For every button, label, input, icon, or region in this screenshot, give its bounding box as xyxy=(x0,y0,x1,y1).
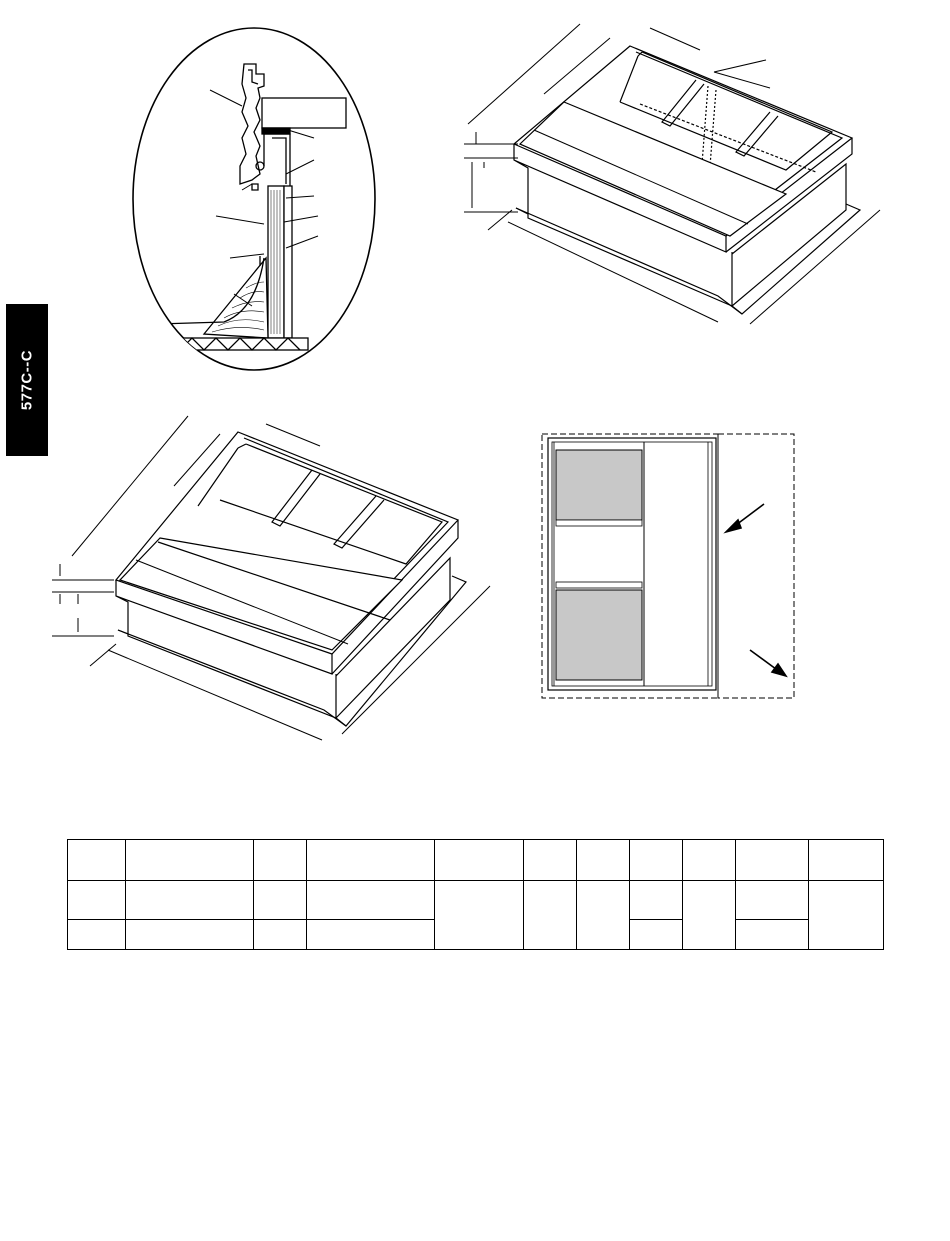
header-cell xyxy=(630,840,683,881)
table-cell xyxy=(254,920,307,950)
insulation-panel xyxy=(268,186,284,338)
table-header-row xyxy=(68,840,884,881)
table-cell xyxy=(736,920,809,950)
header-cell xyxy=(68,840,126,881)
curb-cover-panel xyxy=(520,102,786,236)
header-cell xyxy=(736,840,809,881)
plan-extension-dashed xyxy=(718,434,794,698)
side-tab xyxy=(6,304,48,456)
cross-section-detail xyxy=(128,26,380,376)
table-row xyxy=(68,881,884,920)
unit-base-beam xyxy=(262,98,346,128)
curb-channel xyxy=(264,134,290,188)
table-cell xyxy=(68,881,126,920)
header-cell xyxy=(126,840,254,881)
header-cell xyxy=(435,840,524,881)
cross-rail-2 xyxy=(334,496,384,548)
header-cell xyxy=(683,840,736,881)
plan-arrows xyxy=(726,504,786,676)
side-tab-label: 577C--C xyxy=(18,349,36,411)
large-curb-svg xyxy=(50,404,510,750)
return-air-opening xyxy=(556,450,642,520)
table-cell xyxy=(126,920,254,950)
base-flange xyxy=(516,204,860,314)
table-cell xyxy=(630,920,683,950)
header-cell xyxy=(307,840,435,881)
wood-cant-strip xyxy=(204,258,268,338)
cross-rail-1 xyxy=(272,470,320,526)
table-cell xyxy=(68,920,126,950)
table-cell xyxy=(307,881,435,920)
table-cell-merged xyxy=(577,881,630,950)
curb-opening xyxy=(220,444,442,564)
table-cell-merged xyxy=(809,881,884,950)
header-cell xyxy=(254,840,307,881)
header-cell xyxy=(809,840,884,881)
small-curb-svg xyxy=(460,14,900,344)
plan-view-svg xyxy=(540,432,800,702)
table-cell-merged xyxy=(435,881,524,950)
cross-rail-1 xyxy=(662,80,704,126)
gasket xyxy=(262,128,290,134)
table-cell xyxy=(126,881,254,920)
curb-spec-table xyxy=(67,839,884,950)
plan-view xyxy=(540,432,800,702)
table-cell xyxy=(254,881,307,920)
table-cell-merged xyxy=(524,881,577,950)
table-cell xyxy=(307,920,435,950)
header-cell xyxy=(577,840,630,881)
curb-cover-panel xyxy=(120,538,402,650)
header-cell xyxy=(524,840,577,881)
large-curb-isometric xyxy=(50,404,510,750)
supply-air-opening xyxy=(556,590,642,680)
arrow-head-upper xyxy=(726,520,741,532)
arrow-head-lower xyxy=(772,664,786,676)
table-cell xyxy=(736,881,809,920)
table-cell xyxy=(630,881,683,920)
cross-section-svg xyxy=(128,26,380,376)
table-cell-merged xyxy=(683,881,736,950)
small-curb-isometric xyxy=(460,14,900,344)
